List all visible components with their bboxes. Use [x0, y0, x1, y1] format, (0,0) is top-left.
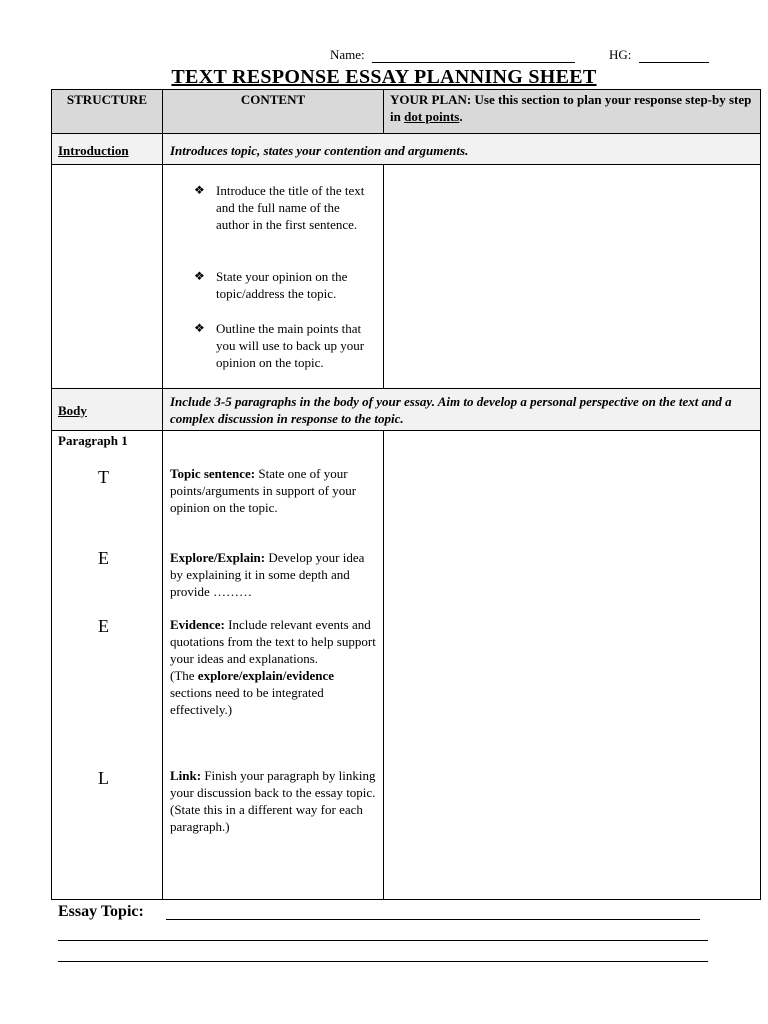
introduction-plan-area[interactable]: [384, 165, 760, 388]
paragraph-1-label: Paragraph 1: [58, 433, 128, 448]
teel-letter-e: E: [98, 548, 109, 568]
name-blank[interactable]: [372, 50, 575, 63]
essay-topic-line[interactable]: [166, 919, 700, 920]
introduction-label: Introduction: [58, 143, 129, 158]
link-text: Link: Finish your paragraph by linking your discussion back to the essay topic. (State this in a different way for each paragraph.): [170, 768, 376, 834]
topic-sentence-text: Topic sentence: State one of your points/arguments in support of your opinion on the topic.: [170, 466, 357, 515]
explore-explain-text: Explore/Explain: Develop your idea by explaining it in some depth and provide ………: [170, 550, 365, 599]
essay-topic-line[interactable]: [58, 940, 708, 941]
teel-letter-e: E: [98, 616, 109, 636]
page-title: TEXT RESPONSE ESSAY PLANNING SHEET: [171, 66, 597, 88]
essay-topic-line[interactable]: [58, 961, 708, 962]
intro-bullet: ❖ Introduce the title of the text and the full name of the author in the first sentence.: [194, 183, 365, 232]
teel-letter-t: T: [98, 467, 109, 487]
name-field[interactable]: [330, 47, 575, 63]
teel-letter-l: L: [98, 768, 109, 788]
your-plan-header: YOUR PLAN: Use this section to plan your response step-by step in dot points.: [390, 92, 752, 124]
paragraph-1-plan-area[interactable]: [384, 431, 760, 899]
intro-bullet: ❖ State your opinion on the topic/address the topic.: [194, 269, 348, 301]
introduction-summary: Introduces topic, states your contention and arguments.: [170, 143, 469, 158]
content-header: CONTENT: [240, 92, 306, 107]
body-label: Body: [58, 403, 87, 418]
name-label: Name:: [330, 47, 365, 62]
essay-topic-label: Essay Topic:: [58, 903, 144, 920]
structure-header: STRUCTURE: [66, 92, 148, 107]
diamond-bullet-icon: ❖: [194, 321, 205, 335]
intro-bullet: ❖ Outline the main points that you will use to back up your opinion on the topic.: [194, 321, 365, 370]
hg-label: HG:: [609, 47, 632, 62]
hg-field[interactable]: [609, 47, 709, 63]
body-summary: Include 3-5 paragraphs in the body of your essay. Aim to develop a personal perspective on the text and a complex discussion in response to the topic.: [170, 394, 732, 426]
evidence-text: Evidence: Include relevant events and quotations from the text to help support your ideas and explanations. (The explore/explain/evidence sections need to be integrated effectively.): [170, 617, 376, 717]
diamond-bullet-icon: ❖: [194, 183, 205, 197]
hg-blank[interactable]: [639, 50, 709, 63]
diamond-bullet-icon: ❖: [194, 269, 205, 283]
